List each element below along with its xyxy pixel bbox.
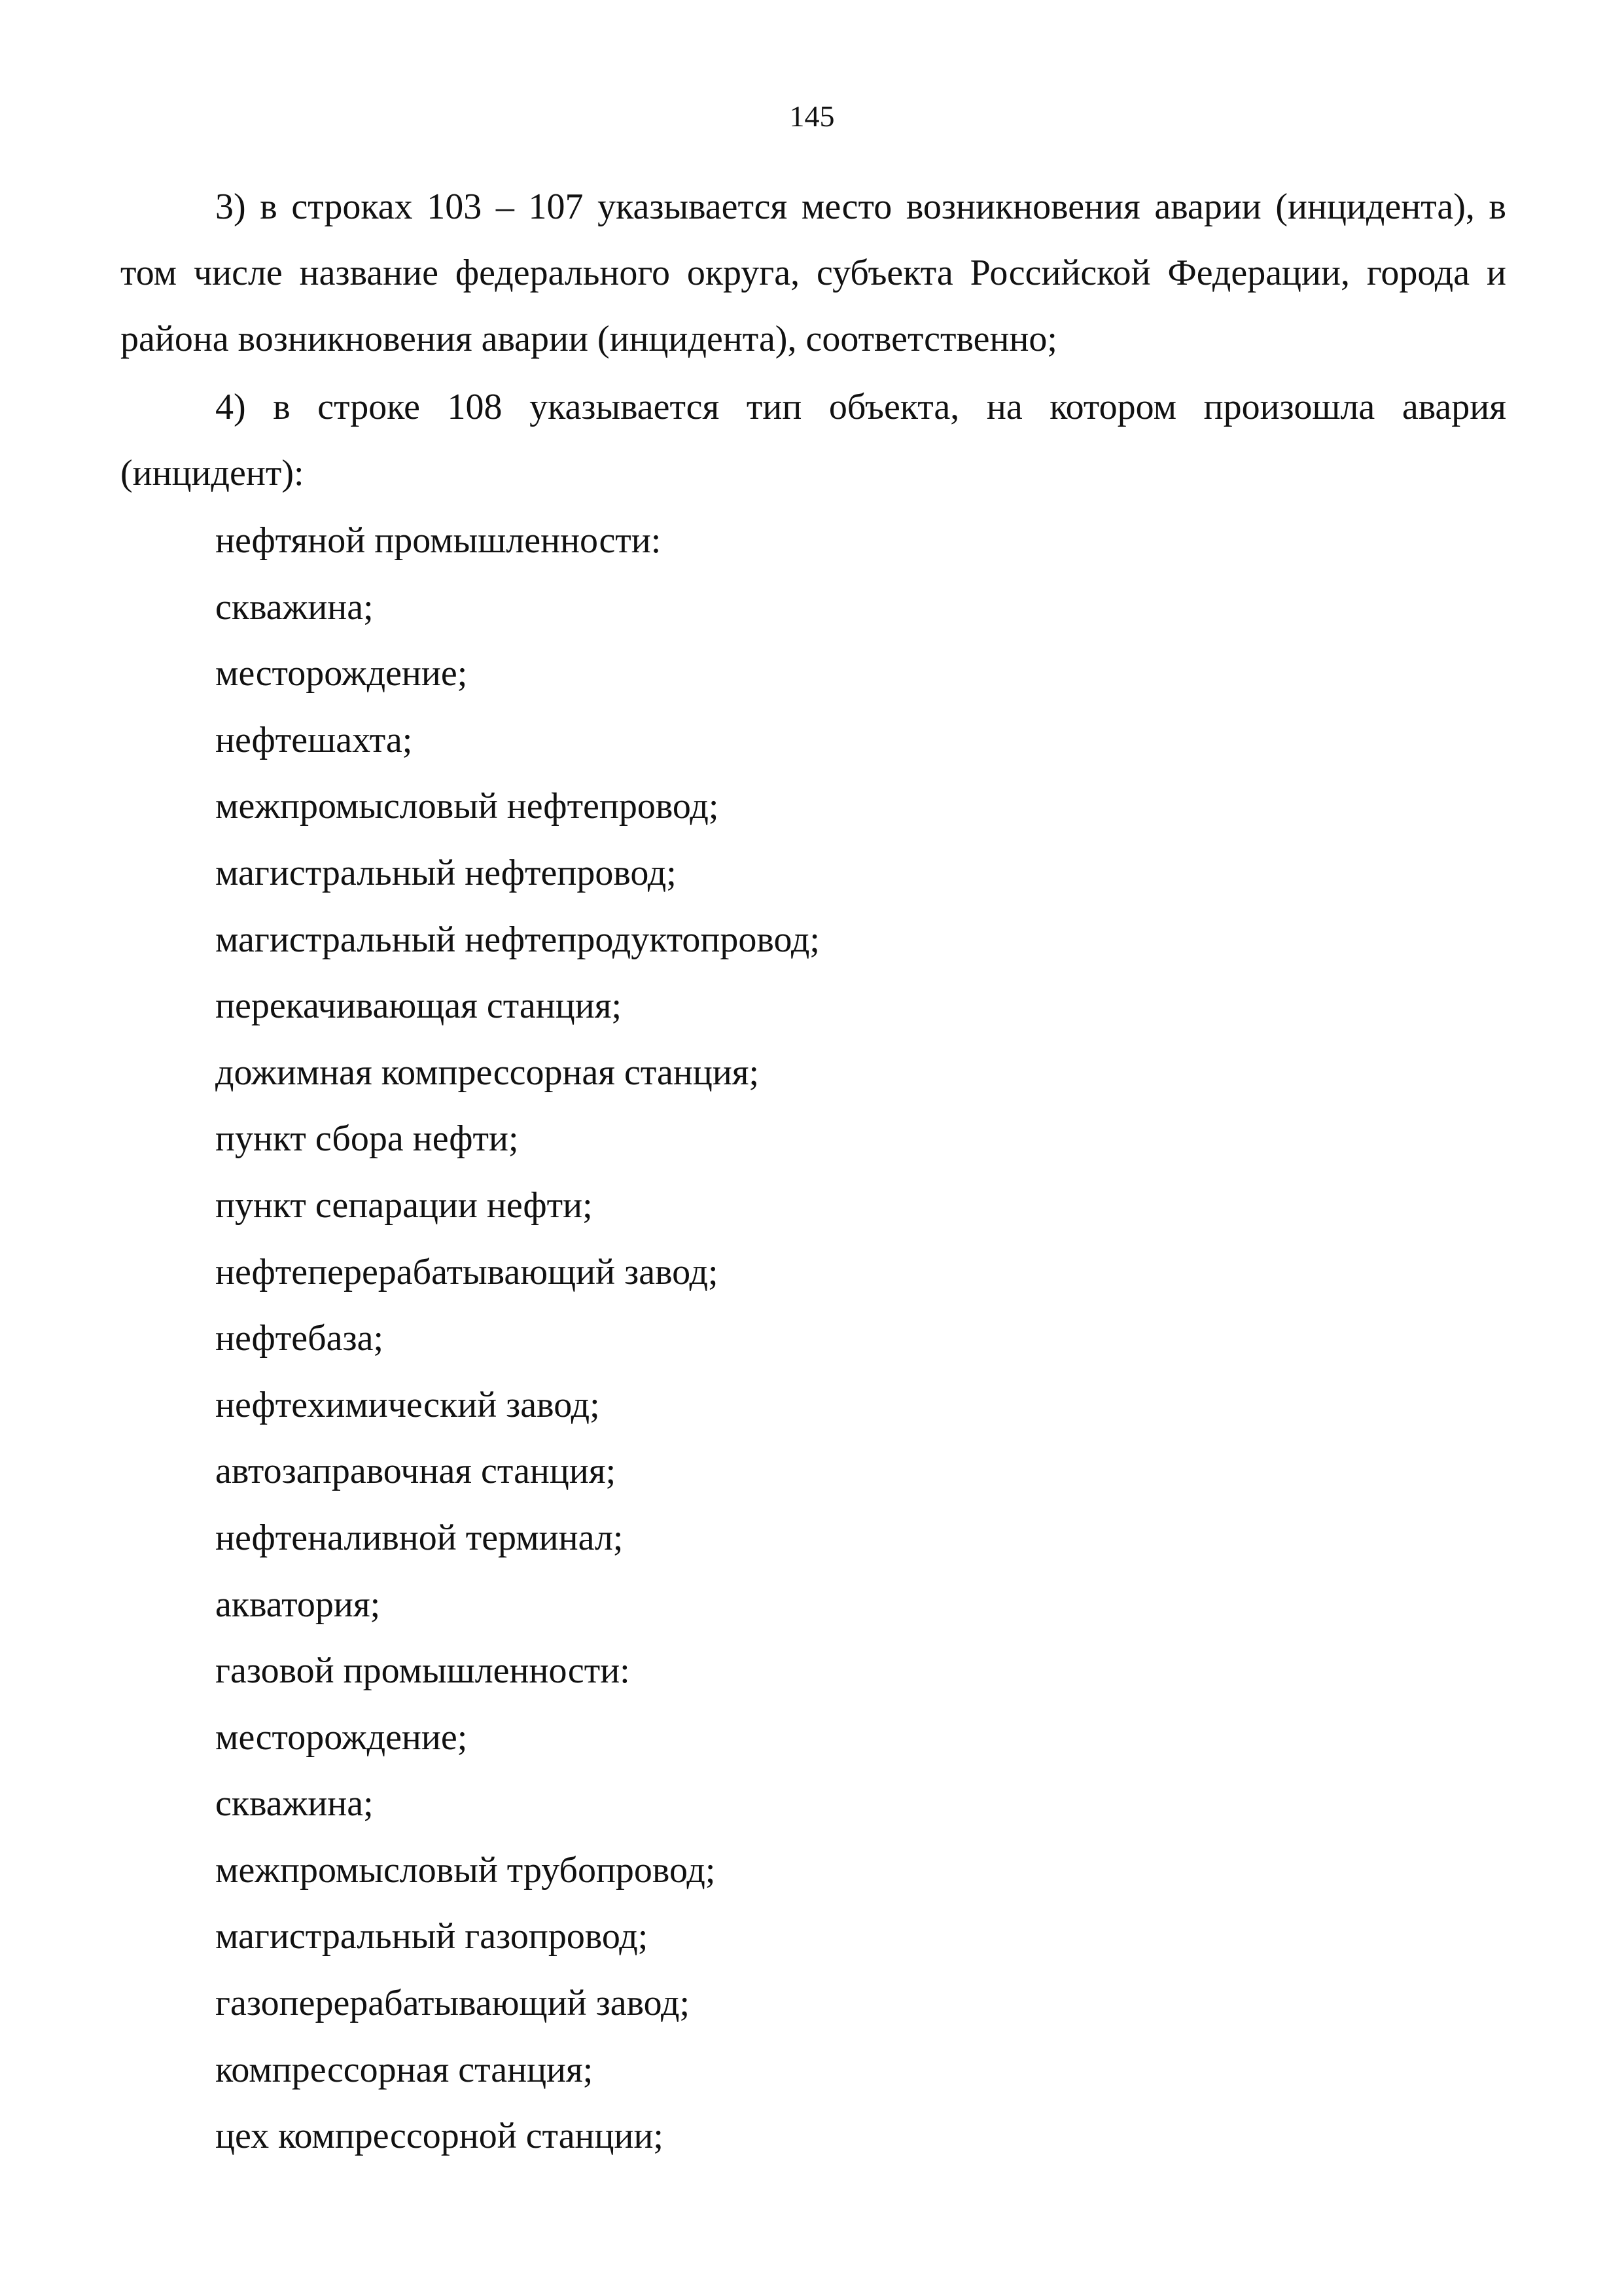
list-item: скважина; xyxy=(215,586,374,628)
list-item: месторождение; xyxy=(215,1717,468,1758)
list-item: дожимная компрессорная станция; xyxy=(215,1052,760,1093)
list-item: пункт сбора нефти; xyxy=(215,1118,519,1160)
list-item: акватория; xyxy=(215,1584,381,1625)
list-item: нефтеперерабатывающий завод; xyxy=(215,1251,718,1292)
list-item: нефтеналивной терминал; xyxy=(215,1517,624,1558)
list-item: магистральный нефтепродуктопровод; xyxy=(215,919,820,960)
list-item: перекачивающая станция; xyxy=(215,986,622,1027)
list-item: газоперерабатывающий завод; xyxy=(215,1983,690,2024)
list-item: магистральный газопровод; xyxy=(215,1916,648,1957)
list-item: пункт сепарации нефти; xyxy=(215,1184,593,1226)
paragraph-place-of-accident: 3) в строках 103 – 107 указывается место возникновения аварии (инцидента), в том числе название федерального округа, субъекта Российской Федерации, города и района возникновения аварии (инцидента), соответственно; xyxy=(120,187,1506,359)
list-item: месторождение; xyxy=(215,653,468,694)
list-item: нефтехимический завод; xyxy=(215,1384,600,1425)
list-item: газовой промышленности: xyxy=(215,1650,630,1692)
list-item: автозаправочная станция; xyxy=(215,1451,616,1492)
object-type-list xyxy=(215,508,820,2170)
list-item: цех компрессорной станции; xyxy=(215,2116,663,2157)
list-item: нефтяной промышленности: xyxy=(215,520,662,561)
page-number: 145 xyxy=(789,99,835,133)
list-item: нефтебаза; xyxy=(215,1318,384,1359)
paragraph-object-type: 4) в строке 108 указывается тип объекта, на котором произошла авария (инцидент): xyxy=(120,387,1506,493)
list-item: скважина; xyxy=(215,1783,374,1824)
list-item: нефтешахта; xyxy=(215,719,413,760)
list-item: межпромысловый трубопровод; xyxy=(215,1849,716,1891)
list-item: компрессорная станция; xyxy=(215,2049,593,2090)
list-item: межпромысловый нефтепровод; xyxy=(215,786,719,827)
list-item: магистральный нефтепровод; xyxy=(215,852,677,893)
